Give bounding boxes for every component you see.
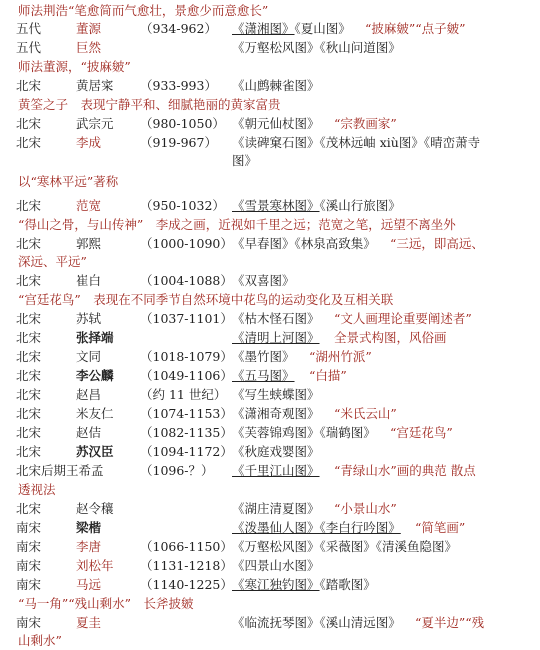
works-cell: 《枯木怪石图》 <box>232 311 320 326</box>
artist-name: 梁楷 <box>76 520 102 535</box>
style-comment: “湖州竹派” <box>309 349 372 364</box>
works-cell: 《山鹧棘雀图》 <box>232 78 320 93</box>
annotation-note: 以“寒林平远”著称 <box>18 174 119 189</box>
artist-name: 赵佶 <box>76 425 102 440</box>
works-rest: 《踏歌图》 <box>319 577 376 592</box>
artist-name: 崔白 <box>76 273 102 288</box>
style-comment: “青绿山水”画的典范 散点 <box>334 463 476 478</box>
works-cell: 《朝元仙杖图》 <box>232 116 320 131</box>
years-cell: （1018-1079） <box>140 349 233 364</box>
artist-name: 郭熙 <box>76 236 102 251</box>
works-cell: 《读碑窠石图》《茂林远岫 xiù图》《晴峦萧寺 <box>232 135 481 150</box>
works-cell: 《墨竹图》 <box>232 349 295 364</box>
years-cell: （约 11 世纪） <box>140 387 227 402</box>
comment-continuation: 透视法 <box>18 482 56 497</box>
works-cell <box>232 519 401 537</box>
works-cell: 《秋庭戏婴图》 <box>232 444 320 459</box>
years-cell: （1037-1101） <box>140 311 233 326</box>
annotation-note: 师法荆浩“笔愈简而气愈壮，景愈少而意愈长” <box>18 3 269 18</box>
dynasty-cell: 北宋 <box>16 198 42 213</box>
dynasty-cell: 北宋 <box>16 311 42 326</box>
dynasty-cell: 五代 <box>16 40 42 55</box>
works-cell: 《四景山水图》 <box>232 558 320 573</box>
dynasty-cell: 北宋 <box>16 116 42 131</box>
artist-name: 马远 <box>76 577 102 592</box>
works-cell: 《潇湘奇观图》 <box>232 406 320 421</box>
artist-name: 赵令穰 <box>76 501 114 516</box>
works-cell <box>232 462 320 480</box>
dynasty-cell: 五代 <box>16 21 42 36</box>
artist-name: 张择端 <box>76 330 114 345</box>
works-underlined: 《五马图》 <box>232 368 295 383</box>
dynasty-cell: 南宋 <box>16 577 42 592</box>
comment-continuation: 山剩水” <box>18 633 62 648</box>
works-cell: 《早春图》《林泉高致集》 <box>232 236 376 251</box>
years-cell: （1131-1218） <box>140 558 233 573</box>
style-comment: “宫廷花鸟” <box>390 425 453 440</box>
artist-name: 李公麟 <box>76 368 114 383</box>
dynasty-cell: 南宋 <box>16 558 42 573</box>
style-comment: “白描” <box>309 368 347 383</box>
works-cell <box>232 20 351 38</box>
years-cell: （1096-？） <box>140 463 214 478</box>
works-cell: 《万壑松风图》《采薇图》《清溪鱼隐图》 <box>232 539 458 554</box>
artist-name: 苏轼 <box>76 311 102 326</box>
years-cell: （919-967） <box>140 135 217 150</box>
artist-name: 米友仁 <box>76 406 114 421</box>
years-cell: （1094-1172） <box>140 444 233 459</box>
dynasty-cell: 北宋后期王希孟 <box>16 463 104 478</box>
annotation-note: “宫廷花鸟” 表现在不同季节自然环境中花鸟的运动变化及互相关联 <box>18 292 394 307</box>
years-cell: （933-993） <box>140 78 217 93</box>
artist-name: 苏汉臣 <box>76 444 114 459</box>
dynasty-cell: 北宋 <box>16 349 42 364</box>
years-cell: （1066-1150） <box>140 539 233 554</box>
dynasty-cell: 北宋 <box>16 406 42 421</box>
works-cell: 《湖庄清夏图》 <box>232 501 320 516</box>
works-rest: 《溪山行旅图》 <box>319 198 401 213</box>
style-comment: “米氏云山” <box>334 406 397 421</box>
artist-name: 刘松年 <box>76 558 114 573</box>
artist-name: 黄居寀 <box>76 78 114 93</box>
works-cell: 《万壑松风图》《秋山问道图》 <box>232 40 401 55</box>
style-comment: “宗教画家” <box>334 116 397 131</box>
works-cell: 《临流抚琴图》《溪山清远图》 <box>232 615 401 630</box>
dynasty-cell: 北宋 <box>16 330 42 345</box>
style-comment: “文人画理论重要阐述者” <box>334 311 472 326</box>
works-underlined: 《千里江山图》 <box>232 463 320 478</box>
dynasty-cell: 南宋 <box>16 520 42 535</box>
years-cell: （934-962） <box>140 21 217 36</box>
works-cell <box>232 329 320 347</box>
dynasty-cell: 北宋 <box>16 501 42 516</box>
years-cell: （1004-1088） <box>140 273 233 288</box>
years-cell: （1140-1225） <box>140 577 233 592</box>
works-cell: 《芙蓉锦鸡图》《瑞鹤图》 <box>232 425 376 440</box>
style-comment: “小景山水” <box>334 501 397 516</box>
style-comment: “简笔画” <box>415 520 466 535</box>
years-cell: （950-1032） <box>140 198 225 213</box>
style-comment: “披麻皴”“点子皴” <box>365 21 466 36</box>
comment-continuation: 深远、平远” <box>18 254 87 269</box>
artist-name: 夏圭 <box>76 615 102 630</box>
artist-name: 武宗元 <box>76 116 114 131</box>
style-comment: 全景式构图，风俗画 <box>334 330 447 345</box>
works-underlined: 《清明上河图》 <box>232 330 320 345</box>
works-underlined: 《雪景寒林图》 <box>232 198 320 213</box>
artist-name: 赵昌 <box>76 387 102 402</box>
artist-name: 李成 <box>76 135 102 150</box>
works-cell: 《双喜图》 <box>232 273 295 288</box>
works-cell <box>232 197 401 215</box>
works-cell: 《写生蛱蝶图》 <box>232 387 320 402</box>
dynasty-cell: 北宋 <box>16 444 42 459</box>
annotation-note: 师法董源，“披麻皴” <box>18 59 131 74</box>
dynasty-cell: 北宋 <box>16 368 42 383</box>
works-underlined: 《潇湘图》 <box>232 21 295 36</box>
artist-name: 李唐 <box>76 539 102 554</box>
annotation-note: “得山之骨，与山传神” 李成之画，近视如千里之远；范宽之笔，远望不离坐外 <box>18 217 456 232</box>
dynasty-cell: 北宋 <box>16 78 42 93</box>
dynasty-cell: 北宋 <box>16 425 42 440</box>
years-cell: （980-1050） <box>140 116 225 131</box>
annotation-note: 黄筌之子 表现宁静平和、细腻艳丽的黄家富贵 <box>18 97 281 112</box>
dynasty-cell: 南宋 <box>16 615 42 630</box>
works-cell <box>232 367 295 385</box>
works-cell <box>232 576 376 594</box>
dynasty-cell: 北宋 <box>16 236 42 251</box>
style-comment: “三远，即高远、 <box>390 236 484 251</box>
dynasty-cell: 南宋 <box>16 539 42 554</box>
years-cell: （1082-1135） <box>140 425 233 440</box>
style-comment: “夏半边”“残 <box>415 615 485 630</box>
works-underlined: 《泼墨仙人图》《李白行吟图》 <box>232 520 401 535</box>
dynasty-cell: 北宋 <box>16 135 42 150</box>
annotation-note: “马一角”“残山剩水” 长斧披皴 <box>18 596 194 611</box>
years-cell: （1000-1090） <box>140 236 233 251</box>
artist-name: 董源 <box>76 21 102 36</box>
works-rest: 《夏山图》 <box>294 21 351 36</box>
artist-name: 文同 <box>76 349 102 364</box>
dynasty-cell: 北宋 <box>16 273 42 288</box>
works-underlined: 《寒江独钓图》 <box>232 577 320 592</box>
years-cell: （1049-1106） <box>140 368 233 383</box>
artist-name: 范宽 <box>76 198 102 213</box>
years-cell: （1074-1153） <box>140 406 233 421</box>
works-cell: 图》 <box>232 153 258 168</box>
artist-name: 巨然 <box>76 40 102 55</box>
dynasty-cell: 北宋 <box>16 387 42 402</box>
